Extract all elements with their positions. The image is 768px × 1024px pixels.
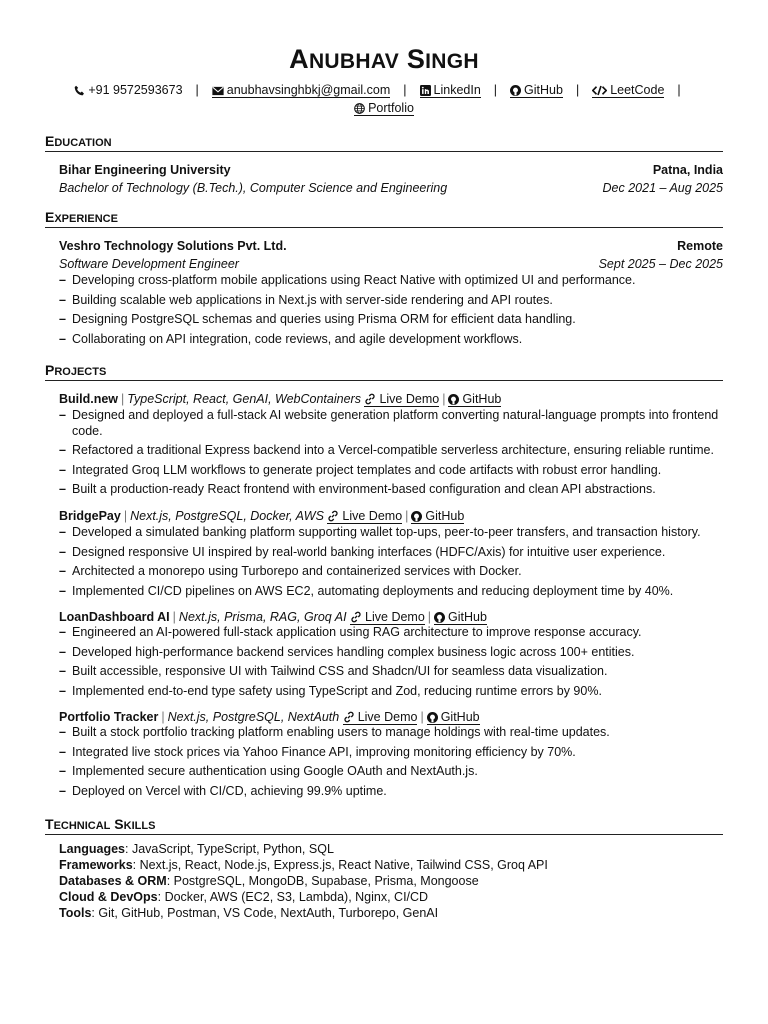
github-icon bbox=[427, 712, 438, 723]
education-entry bbox=[59, 163, 723, 177]
list-item: – Implemented end-to-end type safety using TypeScript and Zod, reducing runtime errors by 90%. bbox=[59, 684, 723, 700]
list-item: – Designed responsive UI inspired by real-world banking interfaces (HDFC/Axis) for intuitive user experience. bbox=[59, 545, 723, 561]
phone: +91 9572593673 bbox=[74, 83, 182, 97]
skill-row: Tools: Git, GitHub, Postman, VS Code, NextAuth, Turborepo, GenAI bbox=[59, 906, 439, 920]
list-item: – Developed high-performance backend services handling complex business logic across 100+ entities. bbox=[59, 645, 723, 661]
list-item: – Architected a monorepo using Turborepo and containerized services with Docker. bbox=[59, 564, 723, 580]
leetcode-link[interactable]: LeetCode bbox=[592, 83, 664, 98]
linkedin-icon bbox=[420, 85, 431, 96]
github-link[interactable]: GitHub bbox=[427, 710, 480, 725]
school-location: Patna, India bbox=[652, 163, 723, 177]
live-demo-link[interactable]: Live Demo bbox=[327, 509, 402, 524]
list-item: – Built a production-ready React frontend with environment-based configuration and clean API abstractions. bbox=[59, 482, 723, 498]
experience-bullets bbox=[59, 273, 723, 351]
skill-row: Cloud & DevOps: Docker, AWS (EC2, S3, Lambda), Nginx, CI/CD bbox=[59, 890, 429, 904]
live-demo-link[interactable]: Live Demo bbox=[343, 710, 418, 725]
list-item: – Engineered an AI-powered full-stack application using RAG architecture to improve response accuracy. bbox=[59, 625, 723, 641]
job-location: Remote bbox=[677, 239, 723, 253]
list-item: – Integrated live stock prices via Yahoo Finance API, improving monitoring efficiency by 70%. bbox=[59, 745, 723, 761]
skill-row: Databases & ORM: PostgreSQL, MongoDB, Supabase, Prisma, Mongoose bbox=[59, 874, 479, 888]
project-title-build-new: Build.new | TypeScript, React, GenAI, WebContainers Live Demo | GitHub bbox=[59, 392, 502, 406]
project-title-portfolio-tracker: Portfolio Tracker | Next.js, PostgreSQL, NextAuth Live Demo | GitHub bbox=[59, 710, 480, 724]
section-heading-skills: TECHNICAL SKILLS bbox=[45, 816, 723, 835]
github-icon bbox=[411, 511, 422, 522]
list-item: – Integrated Groq LLM workflows to generate project templates and code artifacts with robust error handling. bbox=[59, 463, 723, 479]
github-link[interactable]: GitHub bbox=[510, 83, 563, 98]
list-item: – Developed a simulated banking platform supporting wallet top-ups, peer-to-peer transfers, and transaction history. bbox=[59, 525, 723, 541]
github-icon bbox=[448, 394, 459, 405]
project-title-bridgepay: BridgePay | Next.js, PostgreSQL, Docker, AWS Live Demo | GitHub bbox=[59, 509, 465, 523]
github-icon bbox=[434, 612, 445, 623]
resume-name: ANUBHAV SINGH bbox=[289, 44, 479, 74]
list-item: – Designing PostgreSQL schemas and queries using Prisma ORM for efficient data handling. bbox=[59, 312, 723, 328]
job-role: Software Development Engineer bbox=[59, 257, 239, 271]
link-icon bbox=[327, 510, 339, 522]
live-demo-link[interactable]: Live Demo bbox=[350, 610, 425, 625]
education-dates: Dec 2021 – Aug 2025 bbox=[602, 181, 723, 195]
link-icon bbox=[343, 711, 355, 723]
skill-row: Frameworks: Next.js, React, Node.js, Express.js, React Native, Tailwind CSS, Groq API bbox=[59, 858, 548, 872]
school-name: Bihar Engineering University bbox=[59, 163, 231, 177]
list-item: – Built a stock portfolio tracking platform enabling users to manage holdings with real-time updates. bbox=[59, 725, 723, 741]
experience-entry bbox=[59, 239, 723, 253]
list-item: – Implemented secure authentication using Google OAuth and NextAuth.js. bbox=[59, 764, 723, 780]
section-heading-projects: PROJECTS bbox=[45, 362, 723, 381]
project-title-loandashboard: LoanDashboard AI | Next.js, Prisma, RAG, Groq AI Live Demo | GitHub bbox=[59, 610, 487, 624]
project-bullets bbox=[59, 625, 723, 703]
phone-icon bbox=[74, 85, 85, 96]
project-bullets bbox=[59, 408, 723, 502]
envelope-icon bbox=[212, 86, 224, 96]
education-detail bbox=[59, 181, 723, 195]
link-icon bbox=[364, 393, 376, 405]
linkedin-link[interactable]: LinkedIn bbox=[420, 83, 481, 98]
degree: Bachelor of Technology (B.Tech.), Computer Science and Engineering bbox=[59, 181, 448, 195]
list-item: – Implemented CI/CD pipelines on AWS EC2, automating deployments and reducing deployment time by 40%. bbox=[59, 584, 723, 600]
job-dates: Sept 2025 – Dec 2025 bbox=[598, 257, 723, 271]
list-item: – Collaborating on API integration, code reviews, and agile development workflows. bbox=[59, 332, 723, 348]
portfolio-link[interactable]: Portfolio bbox=[354, 101, 414, 116]
section-heading-education: EDUCATION bbox=[45, 133, 723, 152]
code-icon bbox=[592, 85, 607, 96]
email-link[interactable]: anubhavsinghbkj@gmail.com bbox=[212, 83, 390, 98]
skills-list bbox=[59, 841, 723, 921]
github-link[interactable]: GitHub bbox=[411, 509, 464, 524]
link-icon bbox=[350, 611, 362, 623]
contact-line: +91 9572593673 | anubhavsinghbkj@gmail.com | LinkedIn | GitHub | LeetCode | Portfolio bbox=[45, 81, 723, 117]
section-heading-experience: EXPERIENCE bbox=[45, 209, 723, 228]
live-demo-link[interactable]: Live Demo bbox=[364, 392, 439, 407]
list-item: – Designed and deployed a full-stack AI website generation platform converting natural-language prompts into frontend code. bbox=[59, 408, 723, 439]
list-item: – Refactored a traditional Express backend into a Vercel-compatible serverless architecture, ensuring reliable runtime. bbox=[59, 443, 723, 459]
list-item: – Deployed on Vercel with CI/CD, achieving 99.9% uptime. bbox=[59, 784, 723, 800]
list-item: – Building scalable web applications in Next.js with server-side rendering and API routes. bbox=[59, 293, 723, 309]
list-item: – Developing cross-platform mobile applications using React Native with optimized UI and performance. bbox=[59, 273, 723, 289]
list-item: – Built accessible, responsive UI with Tailwind CSS and Shadcn/UI for seamless data visualization. bbox=[59, 664, 723, 680]
globe-icon bbox=[354, 103, 365, 114]
experience-detail bbox=[59, 257, 723, 271]
project-bullets bbox=[59, 725, 723, 803]
project-bullets bbox=[59, 525, 723, 603]
github-link[interactable]: GitHub bbox=[448, 392, 501, 407]
github-icon bbox=[510, 85, 521, 96]
skill-row: Languages: JavaScript, TypeScript, Python, SQL bbox=[59, 842, 334, 856]
company-name: Veshro Technology Solutions Pvt. Ltd. bbox=[59, 239, 287, 253]
github-link[interactable]: GitHub bbox=[434, 610, 487, 625]
